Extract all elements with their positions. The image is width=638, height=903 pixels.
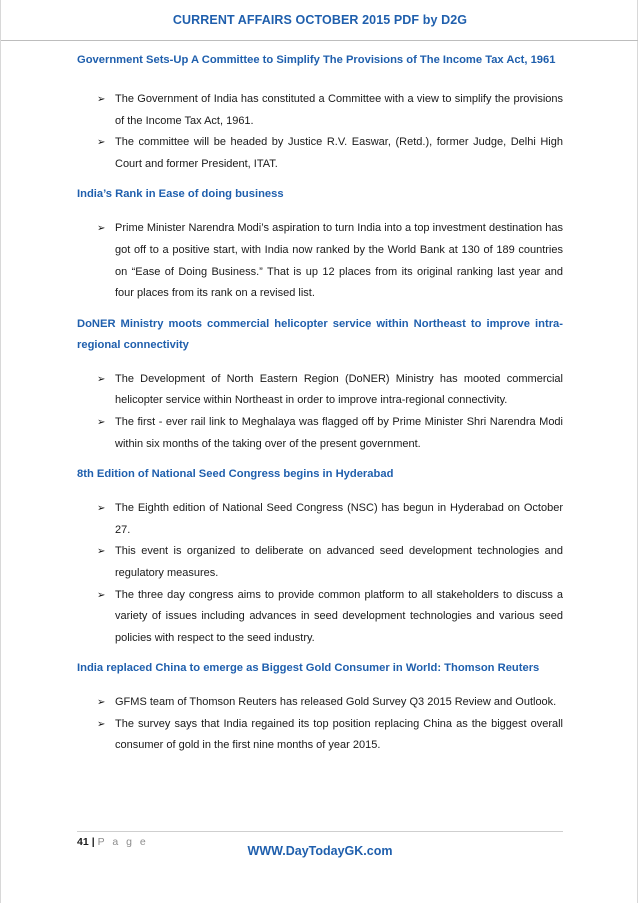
page-header-title: CURRENT AFFAIRS OCTOBER 2015 PDF by D2G bbox=[172, 13, 468, 27]
page-number-value: 41 bbox=[77, 836, 89, 848]
arrow-bullet-icon: ➢ bbox=[97, 373, 106, 385]
bullet-text: The Government of India has constituted a Committee with a view to simplify the provisions of the Income Tax Act, 1961. bbox=[115, 93, 563, 127]
news-section bbox=[77, 50, 563, 175]
bullet-item bbox=[77, 89, 563, 132]
bullet-item bbox=[77, 412, 563, 455]
arrow-bullet-icon: ➢ bbox=[97, 416, 106, 428]
arrow-bullet-icon: ➢ bbox=[97, 718, 106, 730]
bullet-text: The survey says that India regained its top position replacing China as the biggest overall consumer of gold in the first nine months of year 2015. bbox=[115, 717, 563, 752]
bullet-text: The first - ever rail link to Meghalaya was flagged off by Prime Minister Shri Narendra Modi within six months of the taking over of the present government. bbox=[115, 415, 563, 450]
website-link[interactable]: WWW.DayTodayGK.com bbox=[247, 844, 393, 858]
footer-divider bbox=[77, 831, 563, 832]
news-section bbox=[77, 314, 563, 455]
arrow-bullet-icon: ➢ bbox=[97, 137, 106, 149]
arrow-bullet-icon: ➢ bbox=[97, 503, 106, 515]
bullet-text: Prime Minister Narendra Modi’s aspiration to turn India into a top investment destination has got off to a positive start, with India now ranked by the World Bank at 130 of 189 countries on “Ease of Doing Business.” That is up 12 places from its original ranking last year and four places from its rank on a revised list. bbox=[115, 222, 563, 300]
header-divider bbox=[1, 40, 638, 41]
bullet-item bbox=[77, 218, 563, 304]
bullet-text: GFMS team of Thomson Reuters has released Gold Survey Q3 2015 Review and Outlook. bbox=[115, 696, 557, 709]
arrow-bullet-icon: ➢ bbox=[97, 546, 106, 558]
section-heading: India replaced China to emerge as Biggest Gold Consumer in World: Thomson Reuters bbox=[77, 662, 540, 675]
arrow-bullet-icon: ➢ bbox=[97, 94, 106, 105]
bullet-text: The Eighth edition of National Seed Congress (NSC) has begun in Hyderabad on October 27. bbox=[115, 502, 563, 536]
bullet-item bbox=[77, 132, 563, 175]
news-section bbox=[77, 184, 563, 304]
bullet-text: The Development of North Eastern Region (DoNER) Ministry has mooted commercial helicopter service within Northeast in order to improve intra-regional connectivity. bbox=[115, 372, 563, 407]
arrow-bullet-icon: ➢ bbox=[97, 589, 106, 601]
section-heading: Government Sets-Up A Committee to Simplify The Provisions of The Income Tax Act, 1961 bbox=[77, 54, 556, 66]
page-number-separator: | bbox=[91, 836, 95, 848]
section-heading: India’s Rank in Ease of doing business bbox=[77, 188, 284, 201]
page-content bbox=[77, 50, 563, 757]
bullet-text: The committee will be headed by Justice R.V. Easwar, (Retd.), former Judge, Delhi High Court and former President, ITAT. bbox=[115, 136, 563, 170]
arrow-bullet-icon: ➢ bbox=[97, 223, 106, 235]
section-heading: 8th Edition of National Seed Congress begins in Hyderabad bbox=[77, 468, 394, 481]
bullet-item bbox=[77, 692, 563, 714]
section-heading: DoNER Ministry moots commercial helicopter service within Northeast to improve intra-regional connectivity bbox=[77, 317, 563, 351]
bullet-item bbox=[77, 369, 563, 412]
news-section bbox=[77, 658, 563, 757]
page-label: P a g e bbox=[97, 836, 149, 848]
bullet-item bbox=[77, 498, 563, 541]
bullet-text: The three day congress aims to provide common platform to all stakeholders to discuss a variety of issues including advances in seed development technologies and various seed policies with respect to the seed industry. bbox=[115, 588, 563, 644]
bullet-item bbox=[77, 585, 563, 650]
news-section bbox=[77, 464, 563, 649]
arrow-bullet-icon: ➢ bbox=[97, 697, 106, 709]
bullet-item bbox=[77, 714, 563, 757]
bullet-item bbox=[77, 541, 563, 584]
bullet-text: This event is organized to deliberate on advanced seed development technologies and regulatory measures. bbox=[115, 545, 563, 579]
